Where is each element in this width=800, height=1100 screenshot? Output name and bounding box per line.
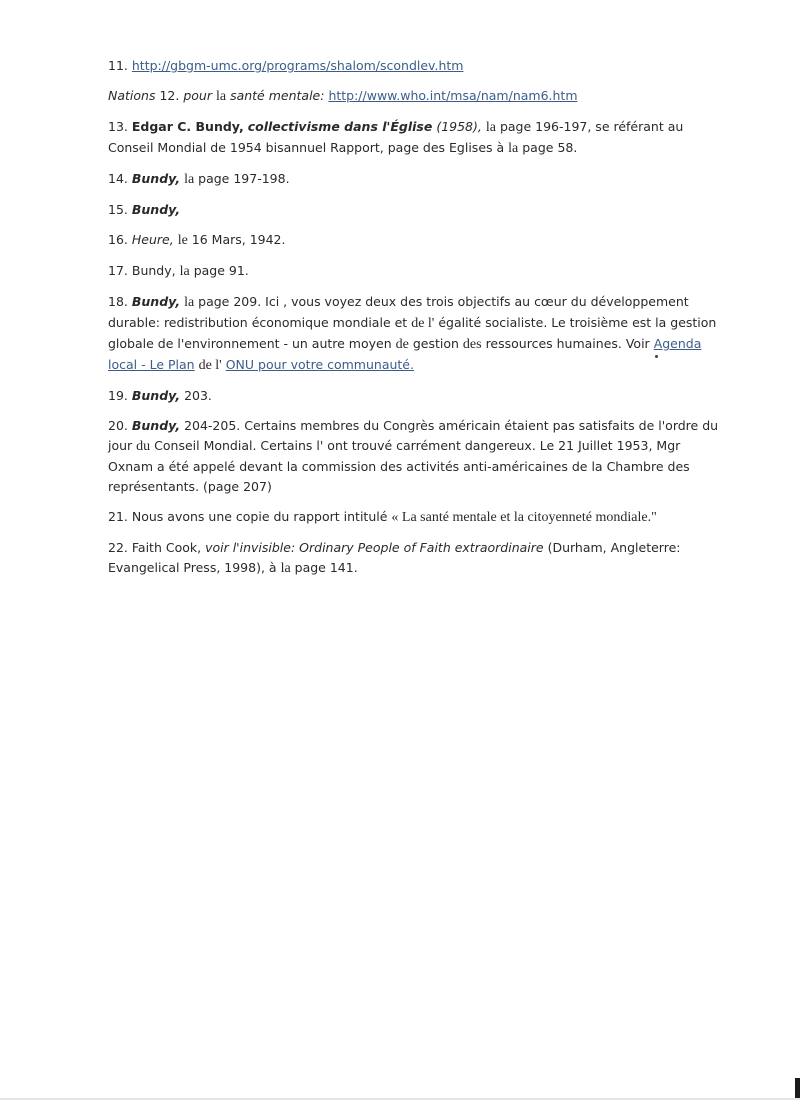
note-text: page 91. <box>193 263 249 278</box>
note-text: la <box>179 264 190 279</box>
note-text: Nous avons une copie du rapport intitulé <box>131 509 388 524</box>
note-author: Faith Cook, <box>131 540 202 555</box>
note-author: Bundy, <box>131 171 181 186</box>
note-number: 15. <box>108 202 128 217</box>
note-text: « La santé mentale et la citoyenneté mondiale." <box>391 510 657 525</box>
note-text: 204-205. Certains membres du Congrès américain étaient pas satisfaits de l'ordre du jour <box>108 418 719 453</box>
note-number: 11. <box>108 58 128 73</box>
note-text: gestion <box>412 336 459 351</box>
note-text: (Durham, Angleterre: Evangelical Press, 1998), à <box>108 540 681 575</box>
note-text: 16 Mars, 1942. <box>191 232 286 247</box>
note-text: la <box>184 295 195 310</box>
note-text: Conseil Mondial. Certains l' ont trouvé carrément dangereux. Le 21 Juillet 1953, Mgr Oxnam a été appelé devant la commission des activités anti-américaines de la Chambre des représentants. (page 207) <box>108 438 690 494</box>
note-number: 12. <box>159 88 180 103</box>
note-text: des <box>462 337 482 352</box>
note-number: 16. <box>108 232 128 247</box>
note-number: 22. <box>108 540 128 555</box>
footnote-13 <box>108 117 728 159</box>
note-text: la <box>280 561 291 576</box>
note-text: la <box>508 141 519 156</box>
note-author: Edgar C. Bundy, <box>131 119 244 134</box>
footnote-20 <box>108 416 728 497</box>
note-text: page 196-197, se référant au Conseil Mondial de 1954 bisannuel Rapport, page des Eglises à <box>108 119 684 155</box>
note-text: de l' <box>411 316 435 331</box>
footnote-link[interactable]: http://gbgm-umc.org/programs/shalom/scondlev.htm <box>131 58 464 73</box>
footnotes-list <box>108 56 728 589</box>
footnote-12 <box>108 86 728 107</box>
note-text: de <box>395 337 409 352</box>
note-title: collectivisme dans l'Église <box>247 119 433 134</box>
note-text: la <box>215 89 227 104</box>
note-number: 20. <box>108 418 128 433</box>
note-text: 203. <box>184 388 212 403</box>
note-author: Bundy, <box>131 418 181 433</box>
note-year: (1958), <box>436 119 482 134</box>
note-author: Bundy, <box>131 202 181 217</box>
note-text: page 141. <box>294 560 358 575</box>
note-number: 14. <box>108 171 128 186</box>
note-source: Heure, <box>131 232 174 247</box>
scan-edge-mark <box>795 1078 800 1100</box>
note-number: 18. <box>108 294 128 309</box>
note-number: 19. <box>108 388 128 403</box>
footnote-15 <box>108 200 728 220</box>
note-text: page 209. Ici , vous voyez deux des trois objectifs au cœur du développement durable: redistribution économique mondiale et <box>108 294 689 330</box>
footnote-16 <box>108 230 728 251</box>
note-text: pour <box>183 88 212 103</box>
footnote-17 <box>108 261 728 282</box>
footnote-21 <box>108 507 728 528</box>
note-number: 21. <box>108 509 128 524</box>
onu-link[interactable]: ONU pour votre communauté. <box>225 357 414 372</box>
note-text: santé mentale: <box>230 88 325 103</box>
footnote-22 <box>108 538 728 579</box>
note-text: le <box>177 233 188 248</box>
note-text: la <box>485 120 496 135</box>
scan-speck <box>655 355 658 358</box>
note-text: du <box>136 439 151 454</box>
note-text: la <box>184 172 195 187</box>
note-author: Bundy, <box>131 263 176 278</box>
footnote-link[interactable]: http://www.who.int/msa/nam/nam6.htm <box>328 88 578 103</box>
note-text: page 197-198. <box>198 171 290 186</box>
note-title: voir l'invisible: Ordinary People of Faith extraordinaire <box>205 540 544 555</box>
note-text: page 58. <box>522 140 578 155</box>
footnote-19 <box>108 386 728 406</box>
agenda-link[interactable]: Agenda local - Le Plan <box>108 336 702 372</box>
footnote-11 <box>108 56 728 76</box>
note-author: Bundy, <box>131 294 181 309</box>
note-number: 17. <box>108 263 128 278</box>
note-number: 13. <box>108 119 128 134</box>
footnote-14 <box>108 169 728 190</box>
note-author: Bundy, <box>131 388 181 403</box>
note-text: ressources humaines. Voir <box>485 336 650 351</box>
note-text: de l' <box>198 358 222 373</box>
footnote-18 <box>108 292 728 376</box>
note-text: égalité socialiste. Le troisième est la gestion globale de l'environnement - un autre moyen <box>108 315 717 351</box>
note-lead: Nations <box>108 88 156 103</box>
